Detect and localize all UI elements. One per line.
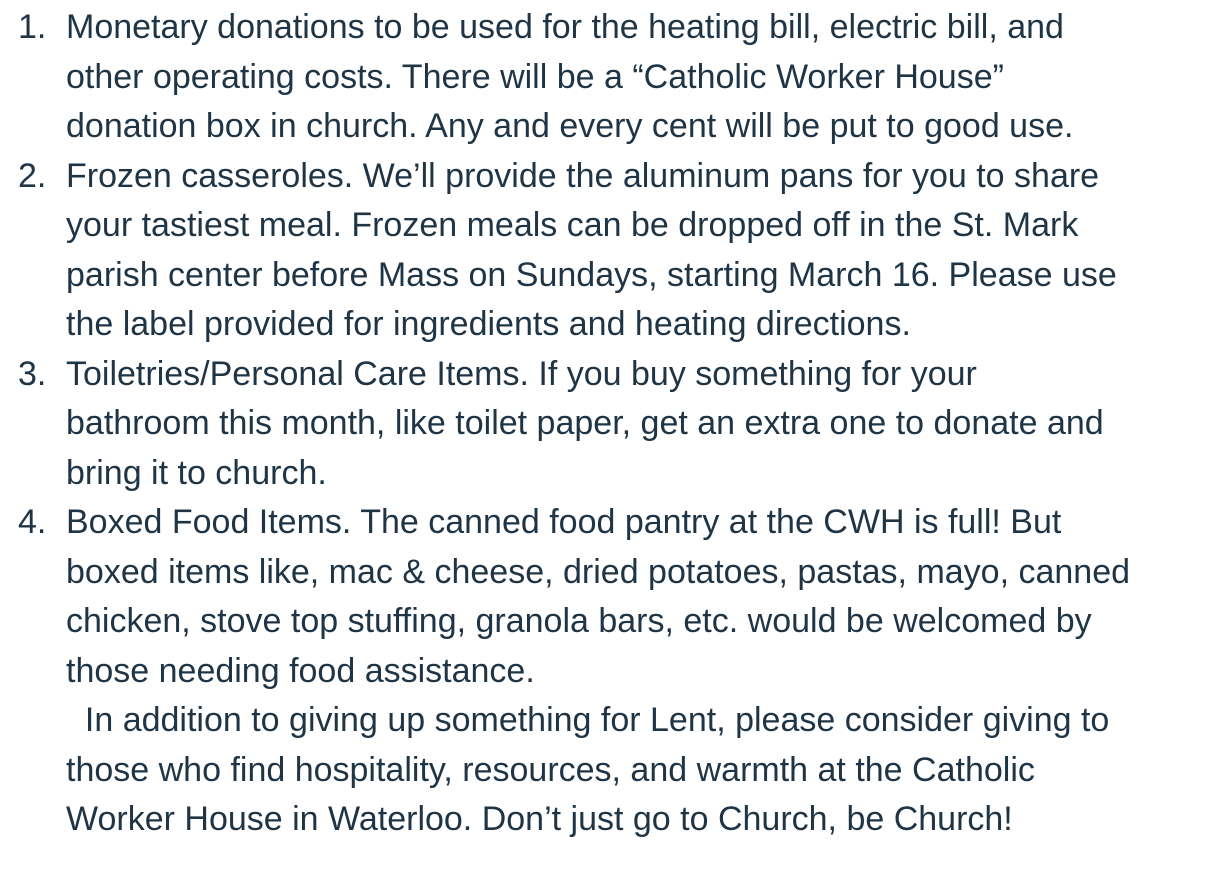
item-number: 4. — [18, 503, 47, 541]
item-line: boxed items like, mac & cheese, dried potatoes, pastas, mayo, canned — [66, 552, 1131, 591]
closing-line: those who find hospitality, resources, and warmth at the Catholic — [66, 750, 1035, 789]
item-line: donation box in church. Any and every cent will be put to good use. — [66, 107, 1074, 145]
item-line: Boxed Food Items. The canned food pantry at the CWH is full! But — [66, 503, 1062, 541]
item-line: other operating costs. There will be a “Catholic Worker House” — [66, 57, 1004, 96]
item-line: Monetary donations to be used for the heating bill, electric bill, and — [66, 8, 1064, 46]
list-item-4 — [0, 498, 1216, 696]
item-line: your tastiest meal. Frozen meals can be dropped off in the St. Mark — [66, 206, 1079, 244]
item-line: the label provided for ingredients and heating directions. — [66, 305, 911, 343]
list-item-1 — [0, 3, 1216, 152]
donation-list — [0, 3, 1216, 696]
item-line: Frozen casseroles. We’ll provide the aluminum pans for you to share — [66, 156, 1100, 195]
item-line: chicken, stove top stuffing, granola bars, etc. would be welcomed by — [66, 602, 1092, 640]
closing-paragraph — [0, 696, 1216, 845]
item-number: 3. — [18, 354, 47, 393]
closing-line: In addition to giving up something for Lent, please consider giving to — [66, 701, 1110, 739]
item-number: 1. — [18, 8, 47, 46]
closing-line: Worker House in Waterloo. Don’t just go to Church, be Church! — [66, 800, 1013, 838]
item-number: 2. — [18, 156, 47, 195]
item-line: those needing food assistance. — [66, 651, 535, 690]
item-line: parish center before Mass on Sundays, starting March 16. Please use — [66, 255, 1117, 294]
item-line: Toiletries/Personal Care Items. If you buy something for your — [66, 354, 977, 393]
item-line: bathroom this month, like toilet paper, get an extra one to donate and — [66, 404, 1104, 442]
list-item-3 — [0, 350, 1216, 499]
list-item-2 — [0, 152, 1216, 350]
item-line: bring it to church. — [66, 453, 327, 492]
